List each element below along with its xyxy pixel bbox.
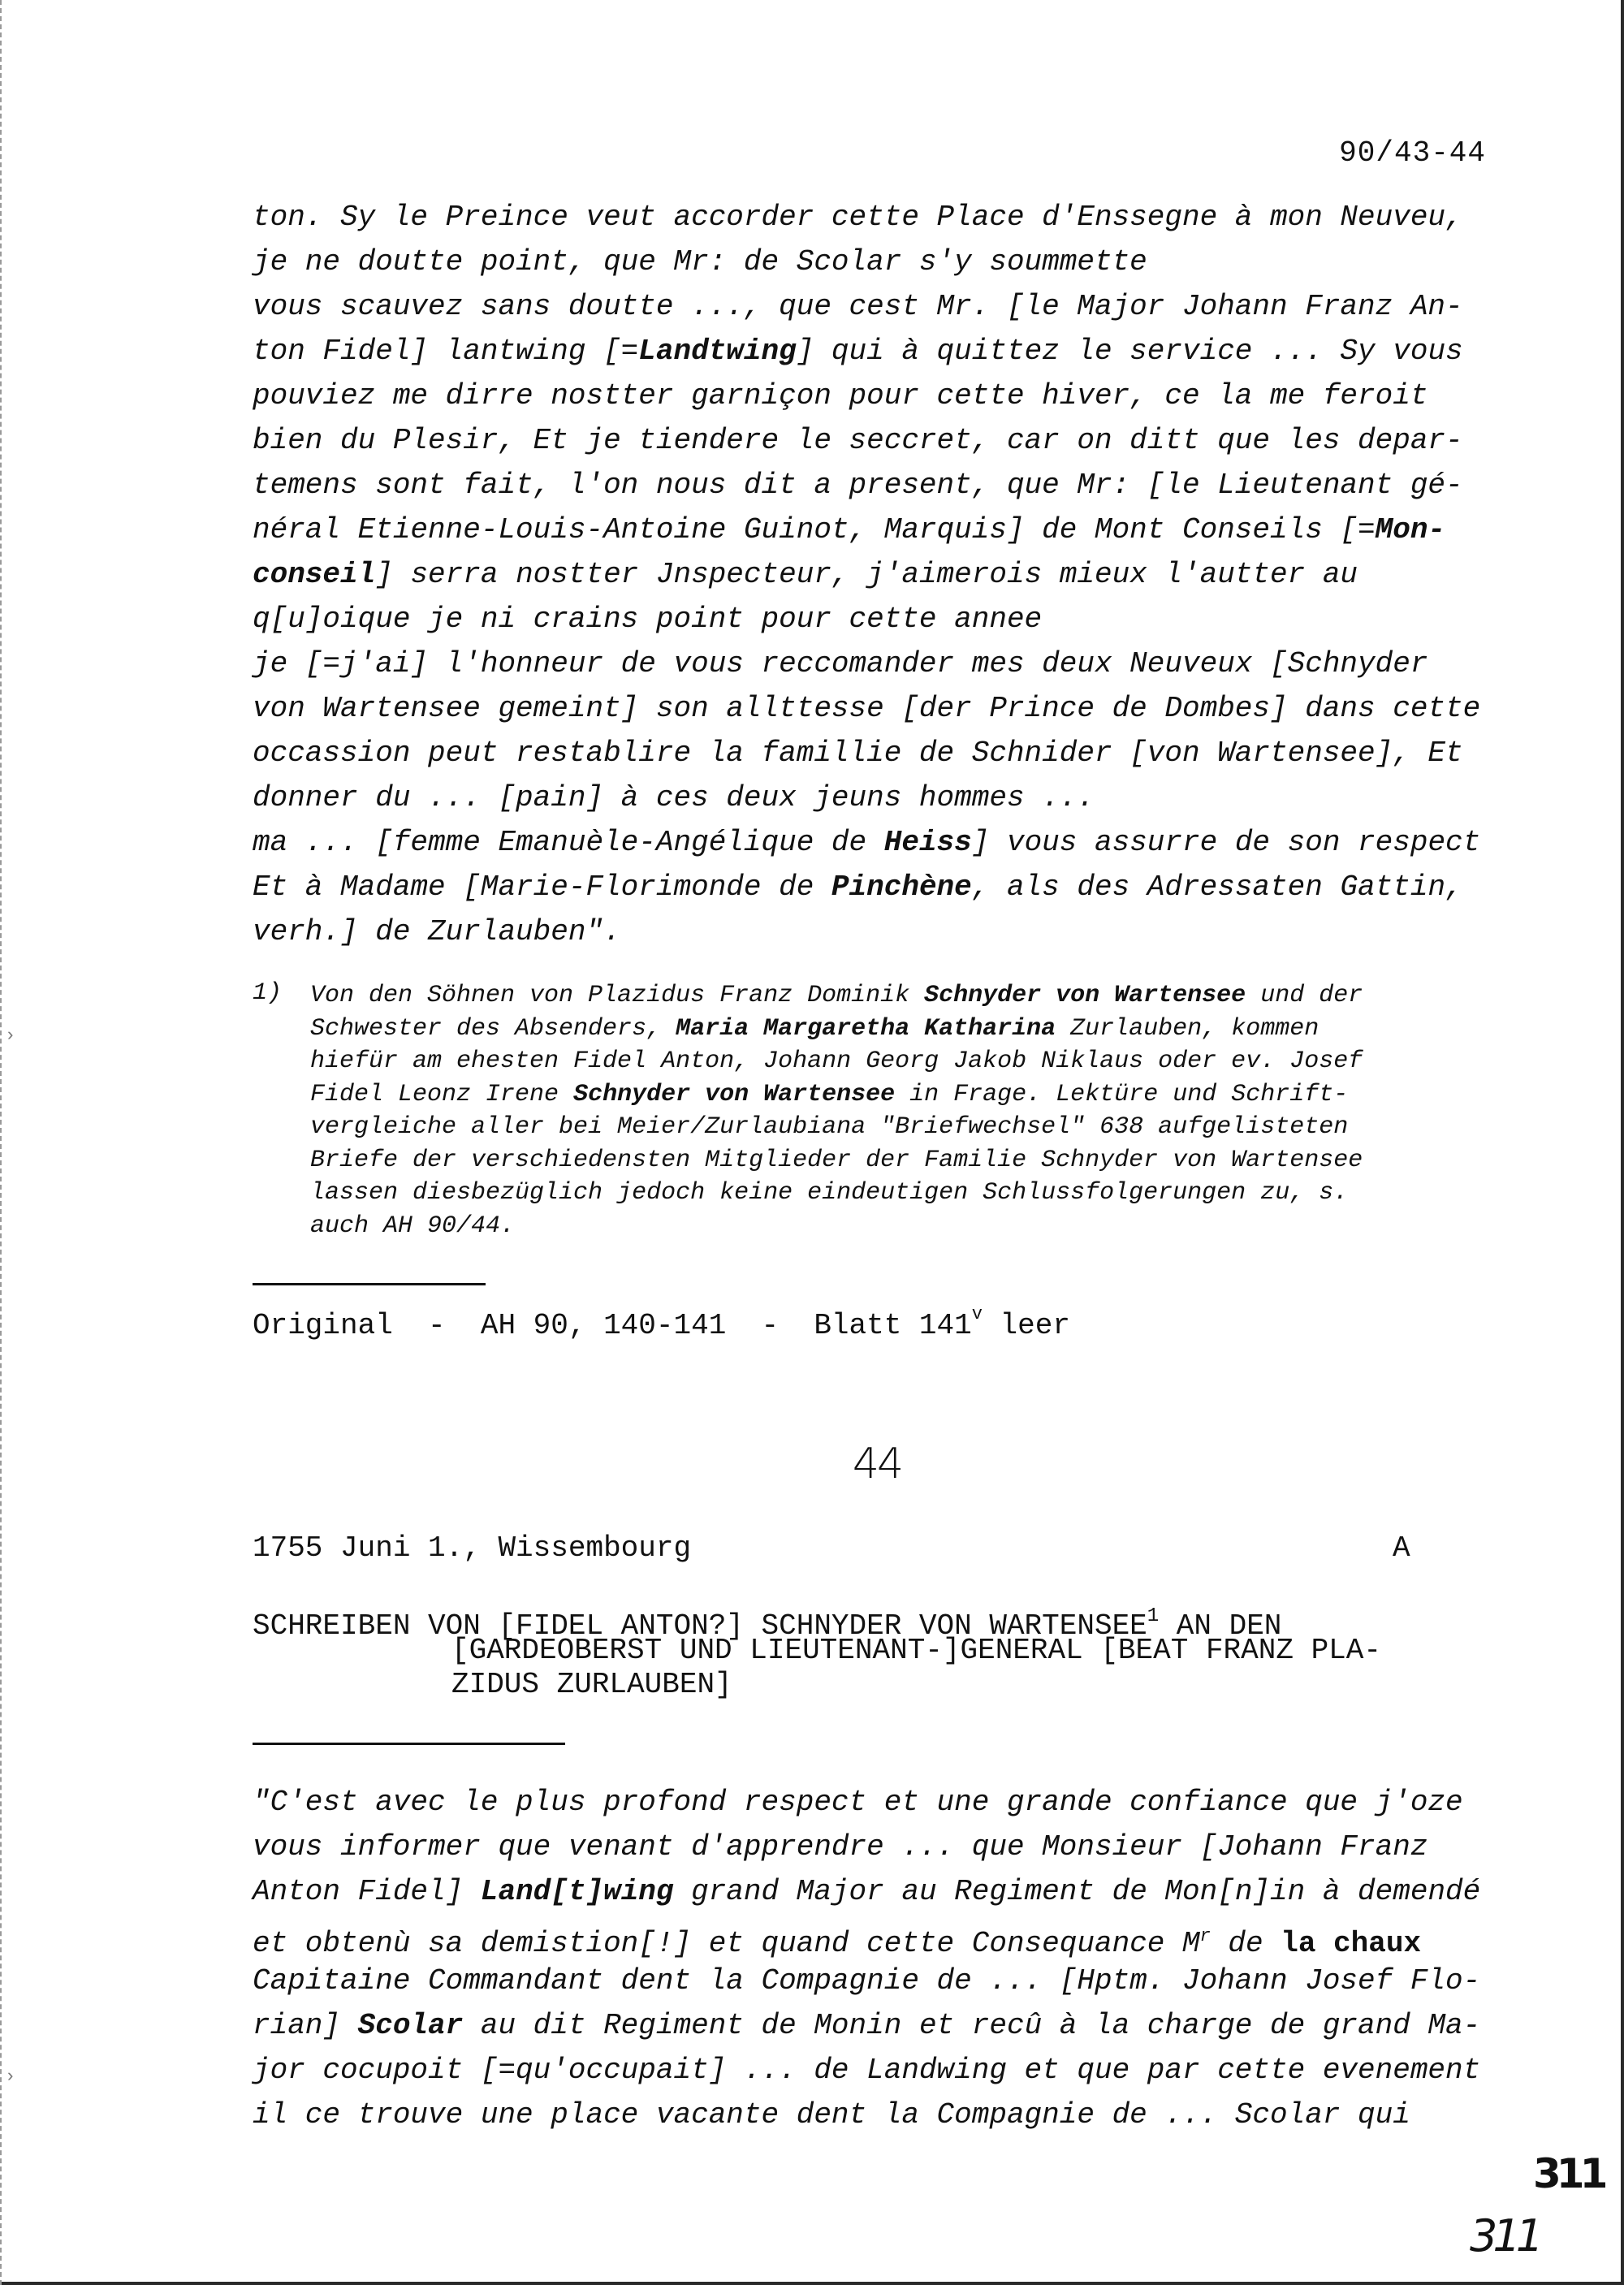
text-span: Anton Fidel] xyxy=(253,1875,481,1908)
text-span: ] qui à quittez le service ... Sy vous xyxy=(796,335,1463,368)
page-reference: 90/43-44 xyxy=(1339,136,1486,170)
text-line xyxy=(253,865,1495,909)
text-line: q[u]oique je ni crains point pour cette annee xyxy=(253,603,1043,636)
date-place: 1755 Juni 1., Wissembourg xyxy=(253,1531,692,1565)
text-span: Schwester des Absenders, xyxy=(310,1014,676,1043)
text-line: verh.] de Zurlauben". xyxy=(253,915,621,948)
bold-name: Maria Margaretha Katharina xyxy=(676,1014,1056,1043)
footnote-line: auch AH 90/44. xyxy=(310,1212,516,1240)
text-line: je ne doutte point, que Mr: de Scolar s'y soummette xyxy=(253,245,1147,279)
text-span: rian] xyxy=(253,2009,358,2042)
text-span: Zurlauben, kommen xyxy=(1056,1014,1320,1043)
scan-border-bottom xyxy=(0,2282,1624,2285)
text-line: pouviez me dirre nostter garniçon pour cette hiver, ce la me feroit xyxy=(253,379,1428,413)
footnote-line xyxy=(310,1013,1503,1046)
text-line xyxy=(253,1914,1495,1959)
text-span: au dit Regiment de Monin et recû à la charge de grand Ma- xyxy=(463,2009,1481,2042)
text-line: vous informer que venant d'apprendre ... que Monsieur [Johann Franz xyxy=(253,1830,1428,1864)
text-span: Et à Madame [Marie-Florimonde de xyxy=(253,870,831,904)
text-span: néral Etienne-Louis-Antoine Guinot, Marquis] de Mont Conseils [= xyxy=(253,513,1376,546)
text-line: je [=j'ai] l'honneur de vous reccomander mes deux Neuveux [Schnyder xyxy=(253,647,1428,680)
text-span: de xyxy=(1210,1927,1281,1960)
text-span: SCHREIBEN VON [FIDEL ANTON?] SCHNYDER VON WARTENSEE xyxy=(253,1609,1147,1643)
bold-name: Schnyder von Wartensee xyxy=(924,982,1246,1009)
footnote-text xyxy=(310,979,1503,1242)
text-line: "C'est avec le plus profond respect et une grande confiance que j'oze xyxy=(253,1786,1463,1819)
handwritten-page-number: 311 xyxy=(1533,2150,1604,2197)
text-line xyxy=(253,552,1495,597)
text-span: grand Major au Regiment de Mon[n]in à demendé xyxy=(673,1875,1481,1908)
superscript: r xyxy=(1199,1926,1211,1946)
superscript: 1 xyxy=(1147,1605,1160,1627)
document-heading xyxy=(253,1600,1552,1702)
bold-name: Heiss xyxy=(883,826,972,859)
footnote-marker: 1) xyxy=(253,979,283,1007)
footnote-line xyxy=(310,1078,1503,1112)
text-span: und der xyxy=(1246,982,1363,1009)
separator-rule xyxy=(253,1743,565,1745)
text-span: in Frage. Lektüre und Schrift- xyxy=(895,1080,1349,1108)
text-line xyxy=(253,2003,1495,2048)
text-span: , als des Adressaten Gattin, xyxy=(971,870,1463,904)
text-line xyxy=(253,508,1495,552)
text-span: ] vous assurre de son respect xyxy=(971,826,1481,859)
footnote-line: Briefe der verschiedensten Mitglieder der Familie Schnyder von Wartensee xyxy=(310,1146,1363,1174)
footnote-line: hiefür am ehesten Fidel Anton, Johann Georg Jakob Niklaus oder ev. Josef xyxy=(310,1047,1363,1075)
bold-name: Scolar xyxy=(357,2009,464,2042)
bold-name: Schnyder von Wartensee xyxy=(573,1080,896,1108)
footnote-line xyxy=(310,979,1503,1013)
footnote-line: vergleiche aller bei Meier/Zurlaubiana "Briefwechsel" 638 aufgelisteten xyxy=(310,1113,1349,1141)
text-line: jor cocupoit [=qu'occupait] ... de Landwing et que par cette evenement xyxy=(253,2054,1481,2087)
document-type: A xyxy=(1393,1531,1410,1565)
bold-name: Landtwing xyxy=(638,335,797,368)
scan-border-right xyxy=(1621,0,1624,2285)
heading-line: [GARDEOBERST UND LIEUTENANT-]GENERAL [BEAT FRANZ PLA- xyxy=(451,1634,1381,1667)
edge-mark: › xyxy=(5,1026,16,1046)
bold-name: Mon- xyxy=(1375,513,1446,546)
superscript: v xyxy=(971,1304,983,1324)
text-line: temens sont fait, l'on nous dit a present, que Mr: [le Lieutenant gé- xyxy=(253,469,1463,502)
footnote-line: lassen diesbezüglich jedoch keine eindeutigen Schlussfolgerungen zu, s. xyxy=(310,1179,1349,1207)
text-span: ma ... [femme Emanuèle-Angélique de xyxy=(253,826,884,859)
text-span: Von den Söhnen von Plazidus Franz Dominik xyxy=(310,982,925,1009)
text-line xyxy=(253,329,1495,374)
letter-44-body xyxy=(253,1780,1495,2137)
text-line xyxy=(253,820,1495,865)
bold-name: la chaux xyxy=(1281,1927,1422,1960)
text-span: Original - AH 90, 140-141 - Blatt 141 xyxy=(253,1309,972,1342)
heading-line xyxy=(253,1600,1552,1643)
heading-line: ZIDUS ZURLAUBEN] xyxy=(451,1668,732,1701)
text-span: Fidel Leonz Irene xyxy=(310,1080,574,1108)
text-line: ton. Sy le Preince veut accorder cette Place d'Enssegne à mon Neuveu, xyxy=(253,201,1463,234)
text-line: bien du Plesir, Et je tiendere le seccret, car on ditt que les depar- xyxy=(253,424,1463,457)
text-span: et obtenù sa demistion[!] et quand cette Consequance M xyxy=(253,1927,1200,1960)
text-span: ] serra nostter Jnspecteur, j'aimerois mieux l'autter au xyxy=(375,558,1358,591)
text-line: vous scauvez sans doutte ..., que cest Mr. [le Major Johann Franz An- xyxy=(253,290,1463,323)
separator-rule xyxy=(253,1283,486,1285)
bold-name: Pinchène xyxy=(831,870,972,904)
text-line: von Wartensee gemeint] son allttesse [der Prince de Dombes] dans cette xyxy=(253,692,1481,725)
document-number: 44 xyxy=(852,1440,902,1488)
letter-43-body xyxy=(253,195,1495,954)
bold-name: Land[t]wing xyxy=(480,1875,674,1908)
text-line: occassion peut restablire la famillie de Schnider [von Wartensee], Et xyxy=(253,736,1463,770)
original-source-line xyxy=(253,1304,1070,1342)
handwritten-page-number: 311 xyxy=(1470,2210,1540,2261)
text-span: AN DEN xyxy=(1159,1609,1282,1643)
text-line xyxy=(253,1869,1495,1914)
text-span: ton Fidel] lantwing [= xyxy=(253,335,639,368)
edge-mark: › xyxy=(5,2067,16,2087)
text-line: il ce trouve une place vacante dent la Compagnie de ... Scolar qui xyxy=(253,2098,1410,2132)
text-line: Capitaine Commandant dent la Compagnie de ... [Hptm. Johann Josef Flo- xyxy=(253,1964,1481,1998)
scan-border-left xyxy=(0,0,3,2285)
text-line: donner du ... [pain] à ces deux jeuns hommes ... xyxy=(253,781,1095,814)
text-span: leer xyxy=(982,1309,1070,1342)
bold-name: conseil xyxy=(253,558,376,591)
